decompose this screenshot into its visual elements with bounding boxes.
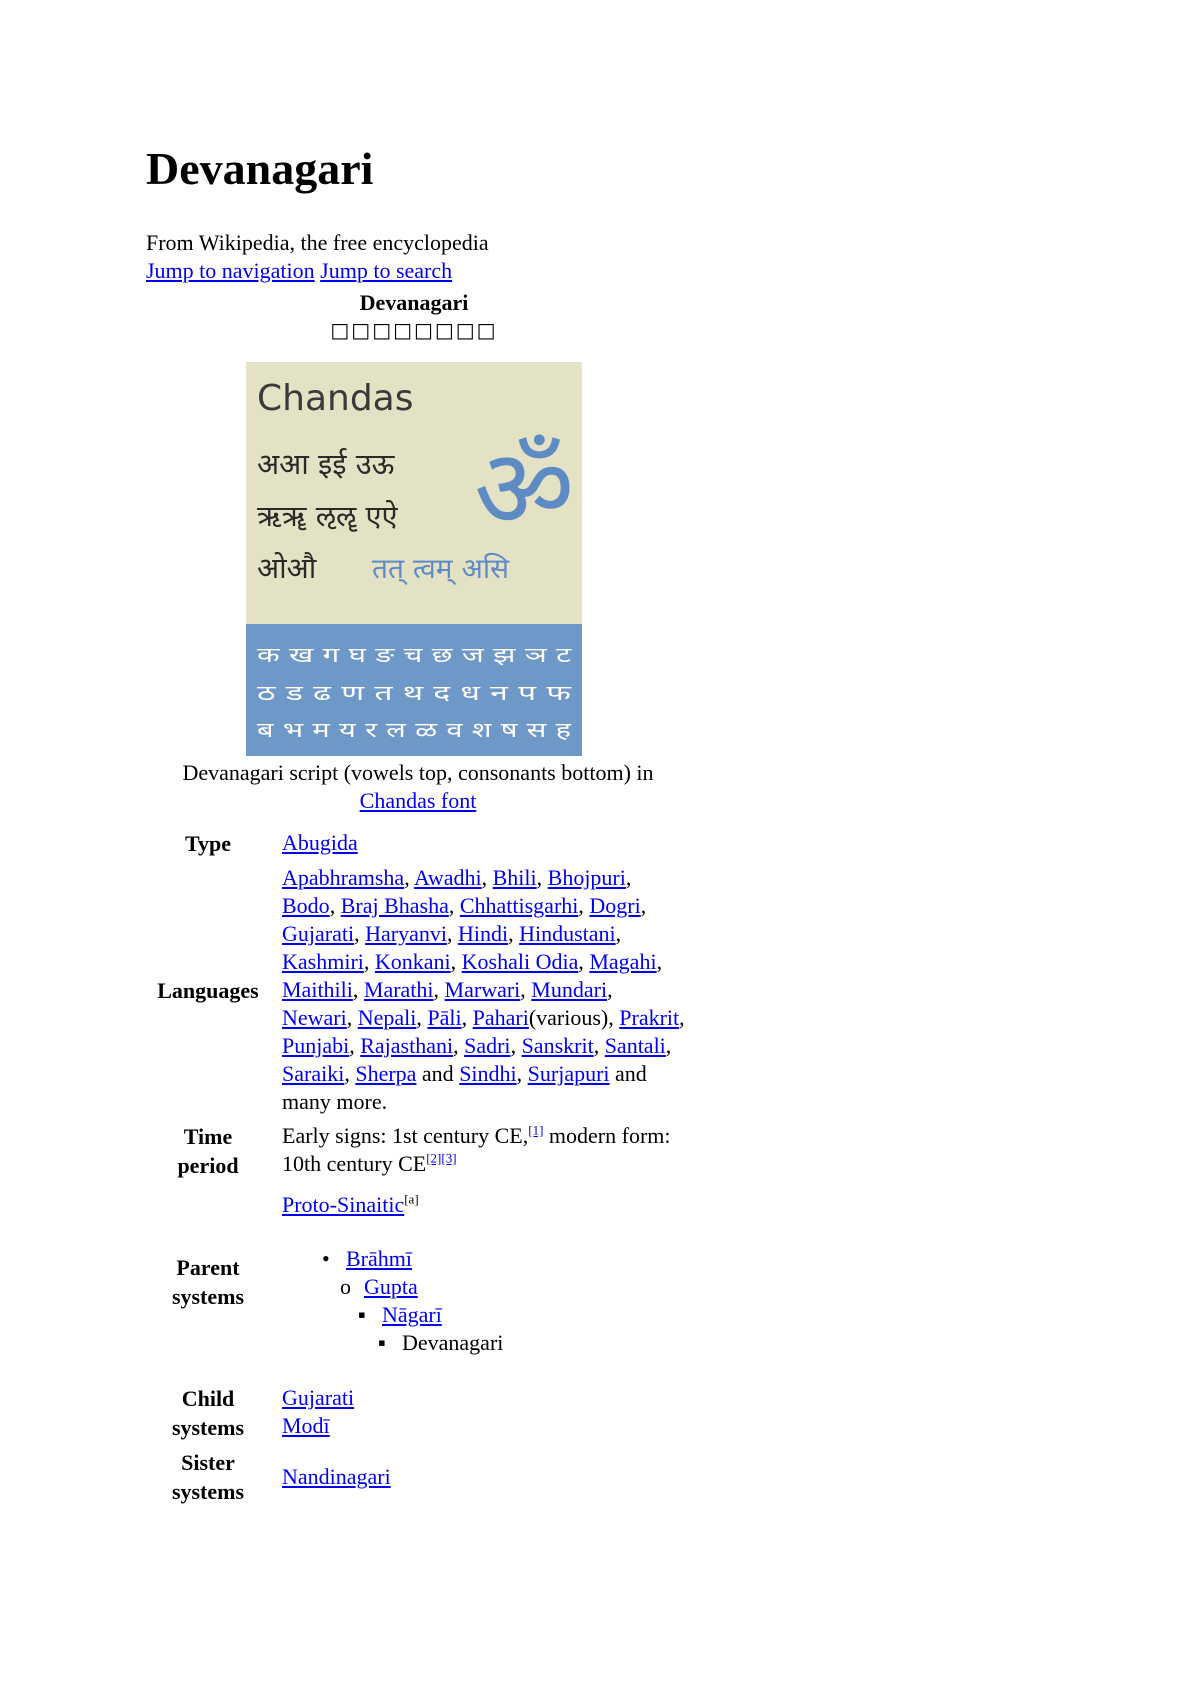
child-systems-label — [146, 1381, 270, 1445]
image-heading: Chandas — [257, 378, 414, 419]
bullet-square: ▪ — [358, 1302, 366, 1327]
parent-systems-value-cell — [270, 1183, 686, 1381]
language-link-braj-bhasha[interactable]: Braj Bhasha — [340, 893, 449, 918]
language-link-haryanvi[interactable]: Haryanvi — [365, 921, 447, 946]
time-period-text: Early signs: 1st century CE, — [282, 1123, 529, 1148]
language-link-konkani[interactable]: Konkani — [374, 949, 451, 974]
language-link-rajasthani[interactable]: Rajasthani — [360, 1033, 454, 1058]
language-link-pahari[interactable]: Pahari — [472, 1005, 529, 1030]
language-link-punjabi[interactable]: Punjabi — [282, 1033, 350, 1058]
language-link-sanskrit[interactable]: Sanskrit — [521, 1033, 594, 1058]
child-systems-label-line: Child — [181, 1386, 235, 1411]
chandas-font-link[interactable]: Chandas font — [359, 788, 477, 813]
language-link-saraiki[interactable]: Saraiki — [282, 1061, 345, 1086]
modi-script-link[interactable]: Modī — [282, 1413, 330, 1438]
om-symbol: ॐ — [474, 425, 575, 553]
parent-systems-label-line: systems — [171, 1284, 245, 1309]
language-link-bhojpuri[interactable]: Bhojpuri — [547, 865, 626, 890]
reference-link-1[interactable]: [1] — [528, 1122, 544, 1138]
language-link-marwari[interactable]: Marwari — [444, 977, 521, 1002]
language-link-marathi[interactable]: Marathi — [363, 977, 434, 1002]
bullet-square: ▪ — [378, 1330, 386, 1355]
infobox-row-parent-systems — [146, 1183, 686, 1381]
jump-links — [146, 258, 452, 284]
time-period-label — [146, 1119, 270, 1183]
tree-item-brahmi — [282, 1245, 686, 1273]
language-link-p-li[interactable]: Pāli — [427, 1005, 462, 1030]
bullet-circle: o — [340, 1274, 351, 1299]
language-link-hindi[interactable]: Hindi — [457, 921, 509, 946]
language-link-gujarati[interactable]: Gujarati — [282, 921, 355, 946]
devanagari-tree-text: Devanagari — [402, 1330, 504, 1355]
image-vowel-row: अआ इई उऊ — [257, 447, 395, 481]
language-link-sindhi[interactable]: Sindhi — [459, 1061, 517, 1086]
time-period-label-line: period — [177, 1153, 239, 1178]
sister-systems-label — [146, 1445, 270, 1509]
language-link-prakrit[interactable]: Prakrit — [619, 1005, 680, 1030]
tagline: From Wikipedia, the free encyclopedia — [146, 230, 489, 255]
language-link-bhili[interactable]: Bhili — [492, 865, 537, 890]
image-consonant-row: ब भ म य र ल ळ व श ष स ह — [257, 718, 573, 742]
language-link-surjapuri[interactable]: Surjapuri — [527, 1061, 610, 1086]
parent-systems-label — [146, 1183, 270, 1381]
infobox-row-type — [146, 826, 686, 861]
time-period-value-cell — [270, 1119, 686, 1183]
language-link-sadri[interactable]: Sadri — [464, 1033, 511, 1058]
infobox-row-sister-systems — [146, 1445, 686, 1509]
languages-value-cell: Apabhramsha, Awadhi, Bhili, Bhojpuri, Bodo, Braj Bhasha, Chhattisgarhi, Dogri, Gujarati, Haryanvi, Hindi, Hindustani, Kashmiri, Konkani, Koshali Odia, Magahi, Maithili, Marathi, Marwari, Mundari, Newari, Nepali, Pāli, Pahari(various), Prakrit, Punjabi, Rajasthani, Sadri, Sanskrit, Santali, Saraiki, Sherpa and Sindhi, Surjapuri and many more. — [282, 865, 685, 1114]
bullet-disc: • — [322, 1246, 330, 1271]
gujarati-script-link[interactable]: Gujarati — [282, 1385, 355, 1410]
type-value-cell — [270, 826, 686, 861]
infobox-row-time-period — [146, 1119, 686, 1183]
language-link-newari[interactable]: Newari — [282, 1005, 347, 1030]
tree-item-devanagari — [282, 1329, 686, 1357]
abugida-link[interactable]: Abugida — [282, 830, 358, 855]
image-consonant-row: ठ ड ढ ण त थ द ध न प फ — [257, 681, 573, 705]
sister-systems-label-line: Sister — [181, 1450, 235, 1475]
language-link-sherpa[interactable]: Sherpa — [355, 1061, 417, 1086]
type-label: Type — [184, 831, 232, 856]
language-link-kashmiri[interactable]: Kashmiri — [282, 949, 364, 974]
language-link-dogri[interactable]: Dogri — [589, 893, 641, 918]
languages-label: Languages — [157, 977, 259, 1003]
time-period-label-line: Time — [183, 1124, 233, 1149]
jump-to-search-link[interactable]: Jump to search — [320, 258, 453, 283]
language-link-chhattisgarhi[interactable]: Chhattisgarhi — [459, 893, 579, 918]
language-link-santali[interactable]: Santali — [604, 1033, 666, 1058]
image-vowel-row: ऋॠ ऌॡ एऐ — [257, 499, 398, 533]
time-period-text: modern form: 10th century CE — [282, 1123, 671, 1176]
infobox-row-child-systems — [146, 1381, 686, 1445]
jump-to-navigation-link[interactable]: Jump to navigation — [146, 258, 315, 283]
language-link-mundari[interactable]: Mundari — [531, 977, 608, 1002]
language-link-bodo[interactable]: Bodo — [282, 893, 330, 918]
caption-text: Devanagari script (vowels top, consonants bottom) in — [182, 760, 654, 785]
page-title: Devanagari — [146, 143, 374, 194]
note-a: [a] — [404, 1191, 419, 1207]
sister-systems-value-cell — [270, 1445, 686, 1509]
pahari-note: (various) — [528, 1005, 609, 1030]
tree-item-gupta — [282, 1273, 686, 1301]
devanagari-chandas-image[interactable] — [246, 362, 582, 756]
infobox-title: Devanagari — [359, 290, 469, 315]
image-mantra: तत् त्वम् असि — [372, 552, 510, 585]
proto-sinaitic-link[interactable]: Proto-Sinaitic — [282, 1192, 405, 1217]
infobox-native-name: □□□□□□□□ — [330, 318, 498, 342]
language-link-nepali[interactable]: Nepali — [357, 1005, 417, 1030]
brahmi-link[interactable]: Brāhmī — [346, 1246, 412, 1271]
language-link-magahi[interactable]: Magahi — [589, 949, 657, 974]
infobox-table — [146, 826, 686, 1509]
language-link-maithili[interactable]: Maithili — [282, 977, 353, 1002]
language-link-koshali-odia[interactable]: Koshali Odia — [461, 949, 579, 974]
nandinagari-link[interactable]: Nandinagari — [282, 1464, 391, 1489]
parent-systems-label-line: Parent — [176, 1255, 240, 1280]
image-caption — [140, 759, 696, 815]
child-systems-value-cell — [270, 1381, 686, 1445]
parent-systems-tree — [282, 1245, 686, 1357]
image-vowel-row: ओऔ — [257, 551, 317, 585]
language-link-apabhramsha[interactable]: Apabhramsha — [282, 865, 405, 890]
language-link-awadhi[interactable]: Awadhi — [413, 865, 482, 890]
infobox-row-languages — [146, 861, 686, 1119]
language-link-hindustani[interactable]: Hindustani — [519, 921, 616, 946]
child-systems-label-line: systems — [171, 1415, 245, 1440]
tree-item-nagari — [282, 1301, 686, 1329]
sister-systems-label-line: systems — [171, 1479, 245, 1504]
image-consonant-row: क ख ग घ ङ च छ ज झ ञ ट — [257, 643, 572, 667]
reference-link-2-3[interactable]: [2][3] — [426, 1150, 457, 1166]
gupta-link[interactable]: Gupta — [364, 1274, 418, 1299]
nagari-link[interactable]: Nāgarī — [382, 1302, 442, 1327]
